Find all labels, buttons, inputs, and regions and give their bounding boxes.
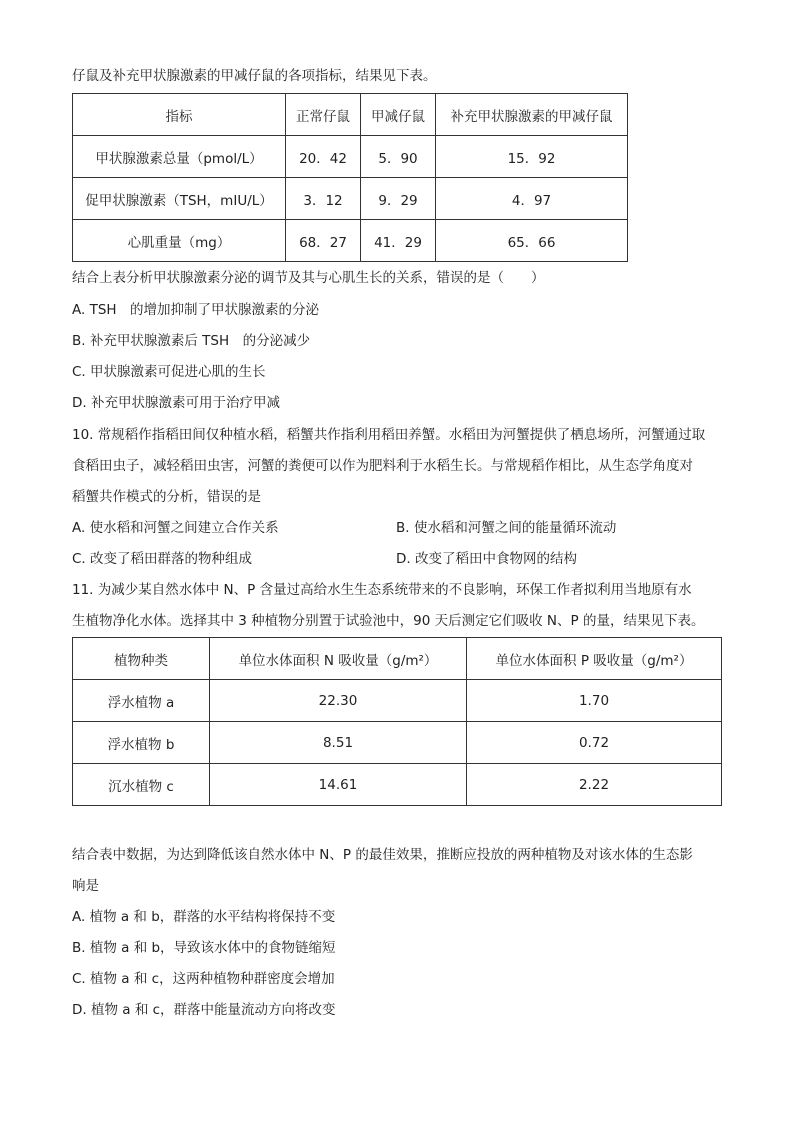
q11-option-b: B. 植物 a 和 b，导致该水体中的食物链缩短 <box>72 940 336 956</box>
thyroid-indicator-table <box>72 93 628 262</box>
q11-line: 生植物净化水体。选择其中 3 种植物分别置于试验池中，90 天后测定它们吸收 N、P 的量，结果见下表。 <box>72 613 705 629</box>
q11-option-a: A. 植物 a 和 b，群落的水平结构将保持不变 <box>72 909 336 925</box>
q10-line: 10. 常规稻作指稻田间仅种植水稻，稻蟹共作指利用稻田养蟹。水稻田为河蟹提供了栖息场所，河蟹通过取 <box>72 427 706 443</box>
table-cell: 68．27 <box>286 220 361 262</box>
plant-absorption-table <box>72 637 722 806</box>
q9-stem: 结合上表分析甲状腺激素分泌的调节及其与心肌生长的关系，错误的是（ ） <box>72 270 545 286</box>
q11-option-c: C. 植物 a 和 c，这两种植物种群密度会增加 <box>72 971 335 987</box>
table-cell: 9．29 <box>361 178 436 220</box>
intro-line: 仔鼠及补充甲状腺激素的甲减仔鼠的各项指标，结果见下表。 <box>72 68 437 84</box>
table-cell: 心肌重量（mg） <box>73 220 286 262</box>
table-row <box>73 680 722 722</box>
table-cell: 0.72 <box>467 722 722 764</box>
table-cell: 41．29 <box>361 220 436 262</box>
q10-option-d: D. 改变了稻田中食物网的结构 <box>396 551 577 567</box>
table-cell: 浮水植物 b <box>73 722 210 764</box>
table-row <box>73 178 628 220</box>
q11-option-d: D. 植物 a 和 c，群落中能量流动方向将改变 <box>72 1002 336 1018</box>
table-header-cell: 甲减仔鼠 <box>361 94 436 136</box>
table-cell: 2.22 <box>467 764 722 806</box>
table-row <box>73 722 722 764</box>
table-header-cell: 单位水体面积 P 吸收量（g/m²） <box>467 638 722 680</box>
q9-option-a: A. TSH 的增加抑制了甲状腺激素的分泌 <box>72 302 320 318</box>
table-header-cell: 正常仔鼠 <box>286 94 361 136</box>
table-header-cell: 补充甲状腺激素的甲减仔鼠 <box>436 94 628 136</box>
table-header-row <box>73 94 628 136</box>
q10-line: 食稻田虫子，减轻稻田虫害，河蟹的粪便可以作为肥料利于水稻生长。与常规稻作相比，从生态学角度对 <box>72 458 693 474</box>
table-row <box>73 220 628 262</box>
table-row <box>73 764 722 806</box>
table-cell: 14.61 <box>210 764 467 806</box>
table-row <box>73 136 628 178</box>
table-cell: 4．97 <box>436 178 628 220</box>
q10-line: 稻蟹共作模式的分析，错误的是 <box>72 489 261 505</box>
q9-option-c: C. 甲状腺激素可促进心肌的生长 <box>72 364 266 380</box>
table-cell: 1.70 <box>467 680 722 722</box>
q10-option-a: A. 使水稻和河蟹之间建立合作关系 <box>72 520 279 536</box>
q10-option-b: B. 使水稻和河蟹之间的能量循环流动 <box>396 520 617 536</box>
q11-stem-line: 结合表中数据，为达到降低该自然水体中 N、P 的最佳效果，推断应投放的两种植物及对该水体的生态影 <box>72 847 693 863</box>
table-cell: 沉水植物 c <box>73 764 210 806</box>
q10-option-c: C. 改变了稻田群落的物种组成 <box>72 551 253 567</box>
table-cell: 3．12 <box>286 178 361 220</box>
q9-option-d: D. 补充甲状腺激素可用于治疗甲减 <box>72 395 280 411</box>
table-cell: 15．92 <box>436 136 628 178</box>
table-cell: 促甲状腺激素（TSH，mIU/L） <box>73 178 286 220</box>
q11-line: 11. 为减少某自然水体中 N、P 含量过高给水生生态系统带来的不良影响，环保工作者拟利用当地原有水 <box>72 582 692 598</box>
table-header-cell: 植物种类 <box>73 638 210 680</box>
table-cell: 8.51 <box>210 722 467 764</box>
table-cell: 22.30 <box>210 680 467 722</box>
q9-option-b: B. 补充甲状腺激素后 TSH 的分泌减少 <box>72 333 311 349</box>
table-cell: 甲状腺激素总量（pmol/L） <box>73 136 286 178</box>
table-cell: 65．66 <box>436 220 628 262</box>
table-cell: 浮水植物 a <box>73 680 210 722</box>
table-cell: 20．42 <box>286 136 361 178</box>
q11-stem-line: 响是 <box>72 878 99 894</box>
table-header-cell: 指标 <box>73 94 286 136</box>
table-header-row <box>73 638 722 680</box>
table-header-cell: 单位水体面积 N 吸收量（g/m²） <box>210 638 467 680</box>
table-cell: 5．90 <box>361 136 436 178</box>
